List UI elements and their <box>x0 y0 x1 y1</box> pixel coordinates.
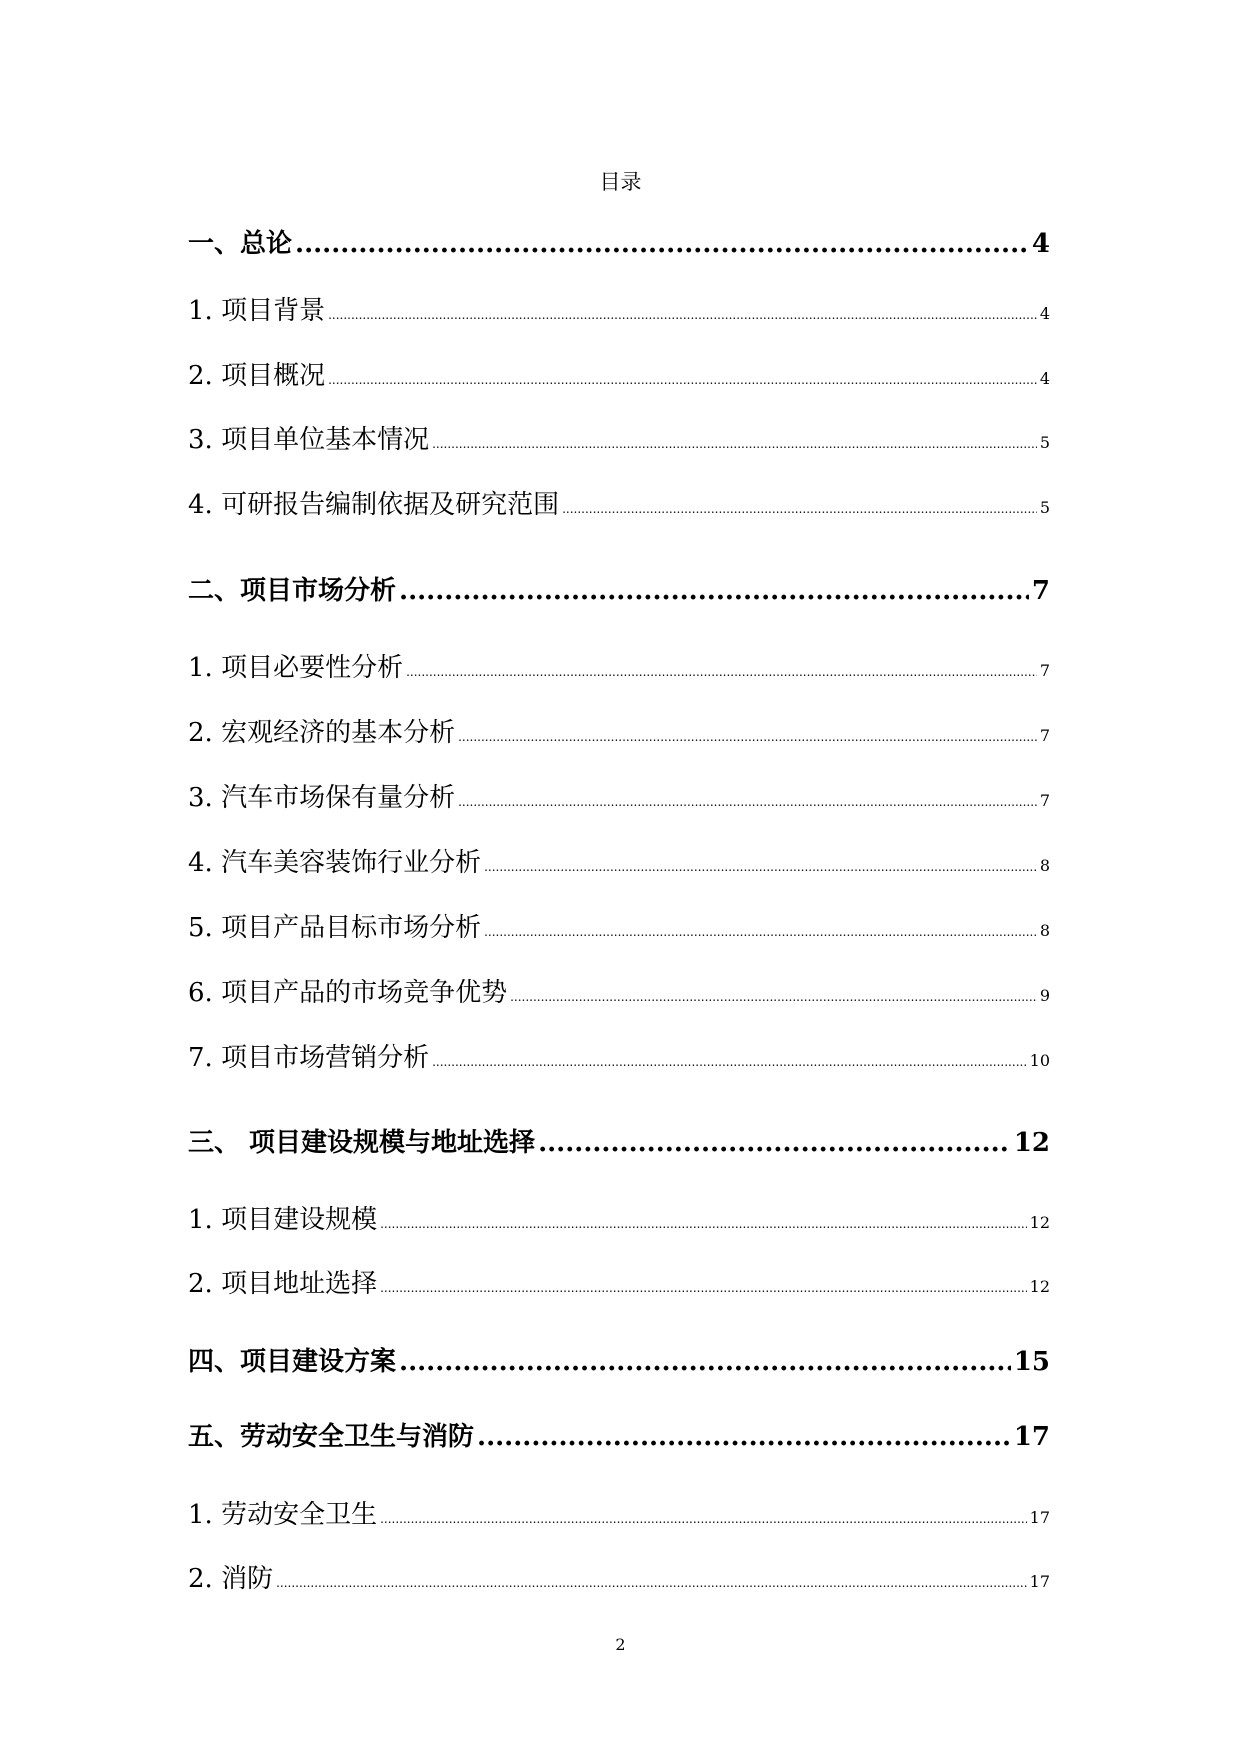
toc-entry-page: 7 <box>1039 791 1050 810</box>
toc-entry-label: 1. 项目建设规模 <box>188 1205 378 1235</box>
toc-entry-label: 1. 项目背景 <box>188 296 326 326</box>
toc-entry-page: 17 <box>1029 1508 1050 1527</box>
toc-entry-section[interactable] <box>188 295 1050 331</box>
toc-entry-section[interactable] <box>188 360 1050 396</box>
toc-entry-page: 7 <box>1031 576 1050 606</box>
toc-entry-section[interactable] <box>188 489 1050 525</box>
toc-entry-section[interactable] <box>188 1268 1050 1304</box>
dot-leader <box>484 916 1037 948</box>
toc-entry-label: 4. 汽车美容装饰行业分析 <box>188 848 482 878</box>
toc-entry-label: 五、劳动安全卫生与消防 <box>188 1422 475 1452</box>
toc-entry-page: 4 <box>1031 229 1050 259</box>
toc-entry-chapter[interactable] <box>188 228 1050 260</box>
toc-entry-label: 2. 宏观经济的基本分析 <box>188 718 456 748</box>
toc-entry-label: 1. 项目必要性分析 <box>188 653 404 683</box>
toc-entry-chapter[interactable] <box>188 1127 1050 1159</box>
toc-entry-label: 2. 消防 <box>188 1564 274 1594</box>
toc-entry-page: 12 <box>1029 1213 1050 1232</box>
dot-leader <box>380 1272 1027 1304</box>
dot-leader <box>328 364 1037 396</box>
toc-entry-page: 5 <box>1039 433 1050 452</box>
toc-entry-page: 8 <box>1039 921 1050 940</box>
toc-entry-page: 7 <box>1039 661 1050 680</box>
toc-entry-page: 5 <box>1039 498 1050 517</box>
dot-leader <box>458 786 1037 818</box>
dot-leader <box>399 575 1029 607</box>
toc-entry-section[interactable] <box>188 1563 1050 1599</box>
toc-entry-section[interactable] <box>188 1204 1050 1240</box>
toc-entry-label: 1. 劳动安全卫生 <box>188 1500 378 1530</box>
toc-entry-label: 3. 汽车市场保有量分析 <box>188 783 456 813</box>
toc-entry-label: 5. 项目产品目标市场分析 <box>188 913 482 943</box>
toc-entry-page: 8 <box>1039 856 1050 875</box>
toc-entry-label: 四、项目建设方案 <box>188 1347 397 1377</box>
dot-leader <box>380 1208 1027 1240</box>
toc-entry-page: 10 <box>1029 1051 1050 1070</box>
dot-leader <box>538 1127 1011 1159</box>
toc-entry-page: 17 <box>1029 1572 1050 1591</box>
toc-entry-section[interactable] <box>188 652 1050 688</box>
toc-title: 目录 <box>599 170 642 194</box>
toc-entry-label: 一、总论 <box>188 229 293 259</box>
toc-entry-page: 12 <box>1029 1277 1050 1296</box>
toc-entry-section[interactable] <box>188 424 1050 460</box>
toc-entry-page: 12 <box>1013 1128 1050 1158</box>
dot-leader <box>484 851 1037 883</box>
toc-entry-page: 4 <box>1039 304 1050 323</box>
toc-entry-label: 3. 项目单位基本情况 <box>188 425 430 455</box>
toc-entry-page: 9 <box>1039 986 1050 1005</box>
toc-entry-section[interactable] <box>188 1042 1050 1078</box>
toc-entry-label: 7. 项目市场营销分析 <box>188 1043 430 1073</box>
dot-leader <box>458 721 1037 753</box>
toc-entry-section[interactable] <box>188 847 1050 883</box>
toc-entry-label: 二、项目市场分析 <box>188 576 397 606</box>
dot-leader <box>406 656 1037 688</box>
toc-entry-section[interactable] <box>188 717 1050 753</box>
dot-leader <box>432 1046 1027 1078</box>
toc-entry-label: 2. 项目概况 <box>188 361 326 391</box>
dot-leader <box>328 299 1037 331</box>
table-of-contents <box>188 0 1050 1754</box>
toc-entry-section[interactable] <box>188 912 1050 948</box>
toc-entry-section[interactable] <box>188 1499 1050 1535</box>
toc-entry-page: 17 <box>1013 1422 1050 1452</box>
dot-leader <box>510 981 1037 1013</box>
toc-entry-page: 7 <box>1039 726 1050 745</box>
dot-leader <box>380 1503 1027 1535</box>
dot-leader <box>295 228 1029 260</box>
toc-entry-page: 15 <box>1013 1347 1050 1377</box>
dot-leader <box>477 1421 1011 1453</box>
dot-leader <box>399 1346 1011 1378</box>
dot-leader <box>276 1567 1027 1599</box>
toc-entry-section[interactable] <box>188 977 1050 1013</box>
toc-entry-chapter[interactable] <box>188 1421 1050 1453</box>
toc-entry-page: 4 <box>1039 369 1050 388</box>
toc-entry-label: 三、 项目建设规模与地址选择 <box>188 1128 536 1158</box>
toc-entry-label: 6. 项目产品的市场竞争优势 <box>188 978 508 1008</box>
page-number: 2 <box>615 1635 626 1654</box>
toc-entry-chapter[interactable] <box>188 1346 1050 1378</box>
toc-entry-label: 2. 项目地址选择 <box>188 1269 378 1299</box>
dot-leader <box>432 428 1037 460</box>
toc-entry-label: 4. 可研报告编制依据及研究范围 <box>188 490 560 520</box>
toc-entry-chapter[interactable] <box>188 575 1050 607</box>
toc-entry-section[interactable] <box>188 782 1050 818</box>
dot-leader <box>562 493 1037 525</box>
